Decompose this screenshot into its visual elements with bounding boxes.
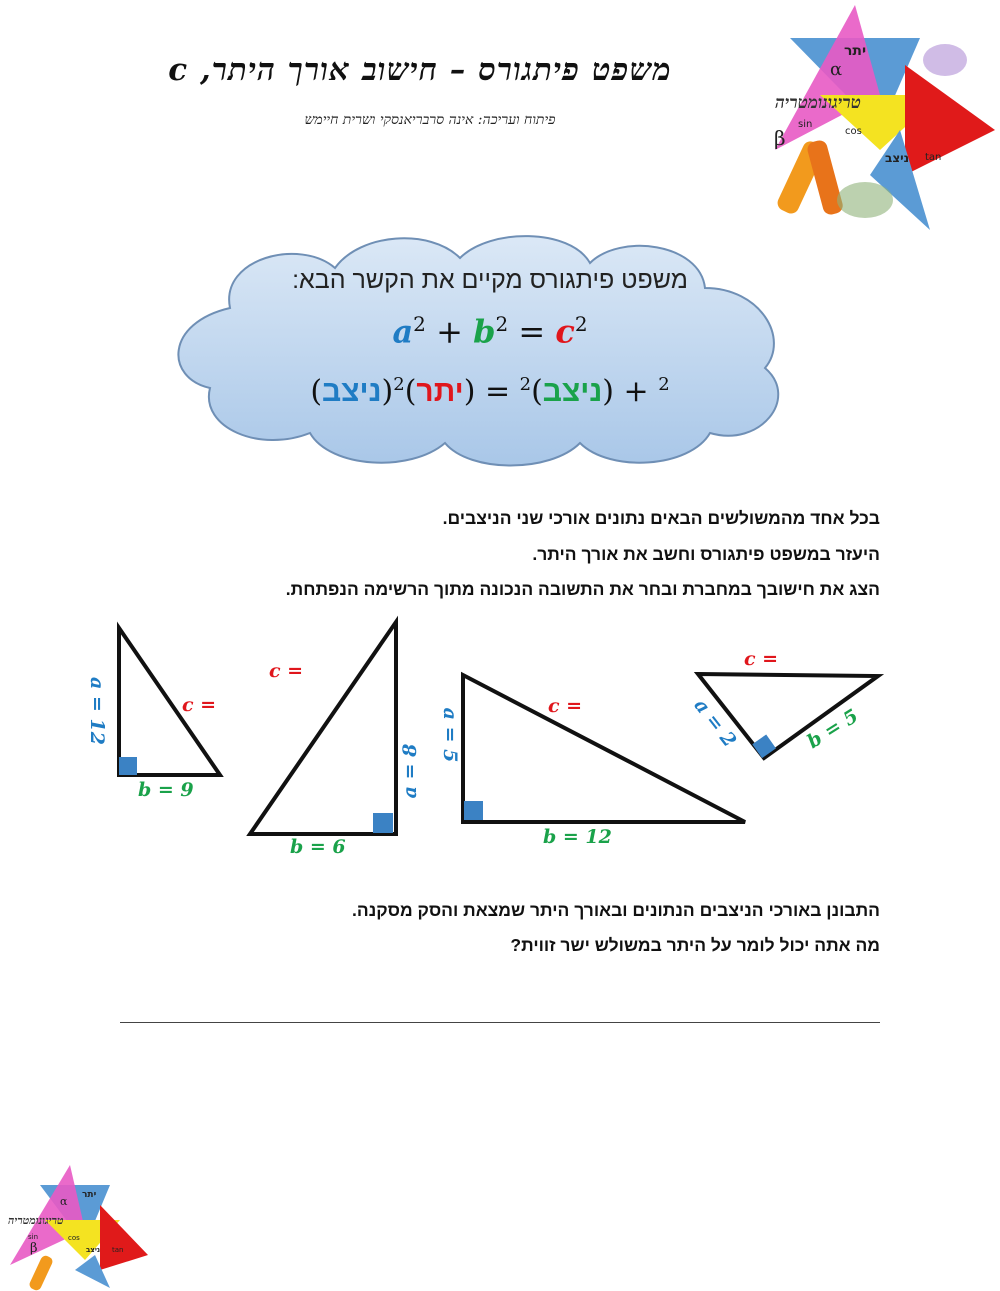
instruction-1: בכל אחד מהמשולשים הבאים נתונים אורכי שני הניצבים. [442,508,880,528]
formula-a: a [392,312,414,351]
logo-word-leg: ניצב [86,1246,101,1254]
logo-top [760,0,1000,240]
logo-alpha: α [830,59,843,80]
logo-beta: β [30,1241,38,1256]
credits: פיתוח ועריכה: אינה סרבריאנסקי ושרית חיימש [304,112,556,128]
formula-plus: + [436,312,463,351]
logo-sin: sin [798,119,813,130]
t2-b-label: b = 6 [290,836,346,858]
formula-exp: 2 [393,374,405,395]
formula-c: c [555,312,575,351]
formula-words: (ניצב) $^2$ + (ניצב)$^2$ = (יתר)$^2$ [310,374,670,409]
t1-c-label: c = [182,694,217,716]
formula-equals: = [484,374,511,409]
formula-b: b [473,312,496,351]
instruction-3: הצג את חישובך במחברת ובחר את התשובה הנכונה מתוך הרשימה הנפתחת. [285,579,880,599]
logo-word-leg: ניצב [885,151,910,165]
t2-a-label: a = 8 [399,743,421,799]
crayon-icon [28,1254,54,1291]
logo-word-hyp: יתר [82,1190,97,1200]
formula-exp: 2 [519,374,532,395]
logo-triangle-red [905,65,995,175]
word-leg-green: ניצב [542,375,603,408]
right-angle-icon [464,801,483,820]
logo-sin: sin [28,1233,39,1241]
leaf-splash-icon [837,182,893,218]
t1-a-label: a = 12 [86,677,108,745]
t3-a-label: a = 5 [439,707,461,763]
logo-brand: טריגונומטריה [8,1214,64,1227]
page-title: משפט פיתגורס – חישוב אורך היתר, c [168,52,672,88]
t4-c-label: c = [744,648,779,670]
logo-triangle-red [100,1205,148,1270]
logo-cos: cos [845,126,862,137]
right-angle-icon [752,734,776,758]
formula-exp: 2 [495,312,509,336]
question-2: מה אתה יכול לומר על היתר במשולש ישר זווית? [510,935,880,955]
word-hyp-red: יתר [416,375,464,408]
logo-tan: tan [925,152,942,163]
right-angle-icon [373,813,393,833]
triangles-figure [0,600,1000,870]
t3-c-label: c = [548,695,583,717]
paint-splash-icon [923,44,967,76]
logo-brand: טריגונומטריה [775,93,861,113]
t3-b-label: b = 12 [543,826,612,848]
instruction-2: היעזר במשפט פיתגורס וחשב את אורך היתר. [532,544,880,564]
formula-equation [200,312,780,351]
logo-alpha: α [60,1195,68,1208]
t2-c-label: c = [269,660,304,682]
answer-line[interactable] [120,1022,880,1023]
cloud-intro: משפט פיתגורס מקיים את הקשר הבא: [292,266,688,294]
t4-b-label: b = 5 [803,704,863,754]
logo-bottom [0,1160,160,1291]
formula-exp: 2 [574,312,588,336]
triangle-2 [250,622,396,834]
formula-exp: 2 [658,374,670,395]
t1-b-label: b = 9 [138,779,194,801]
logo-cos: cos [68,1234,80,1242]
right-angle-icon [119,757,137,775]
logo-word-hyp: יתר [844,43,867,59]
formula-equals: = [518,312,546,351]
logo-tan: tan [112,1246,124,1254]
t4-a-label: a = 2 [689,694,741,752]
formula-plus: + [623,374,649,409]
logo-beta: β [774,126,786,150]
formula-exp: 2 [413,312,426,336]
question-1: התבונן באורכי הניצבים הנתונים ובאורך היתר שמצאת והסק מסקנה. [352,900,880,920]
word-leg-blue: ניצב [322,375,382,408]
